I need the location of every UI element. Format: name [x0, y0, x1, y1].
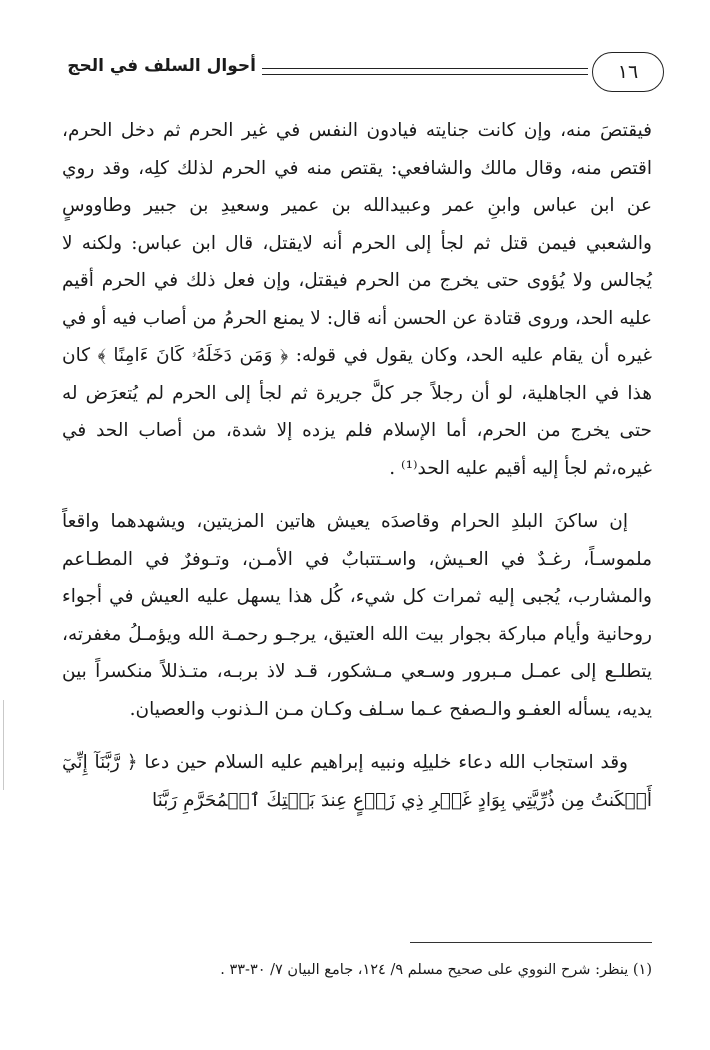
- paragraph-2: إن ساكنَ البلدِ الحرام وقاصدَه يعيش هاتين المزيتين، ويشهدهما واقعاً ملموسـاً، رغـدٌ في العـيش، واسـتتبابٌ في الأمـن، وتـوفرٌ في المطـاعم والمشارب، يُجبى إليه ثمرات كل شيء، كُل هذا يسهل عليه العيش في أجواء روحانية وأيام مباركة بجوار بيت الله العتيق، يرجـو رحمـة الله ويؤمـلُ مغفرته، يتطلـع إلى عمـل مـبرور وسـعي مـشكور، قـد لاذ بربـه، متـذللاً منكسراً بين يديه، يسأله العفـو والـصفح عـما سـلف وكـان مـن الـذنوب والعصيان.: [62, 511, 652, 720]
- footnote: (١) ينظر: شرح النووي على صحيح مسلم ٩/ ١٢٤، جامع البيان ٧/ ٣٠-٣٣ .: [220, 962, 652, 978]
- quran-verse: رَّبَّنَآ إِنِّيٓ أَسۡكَنتُ مِن ذُرِّيَّتِي بِوَادٍ غَيۡرِ ذِي زَرۡعٍ عِندَ بَيۡتِكَ ٱلۡمُحَرَّمِ رَبَّنَا: [62, 752, 652, 811]
- header-rule-bottom: [262, 74, 588, 75]
- footnote-divider: [410, 942, 652, 943]
- body-text: [62, 112, 652, 819]
- page-number-text: ١٦: [617, 61, 639, 83]
- running-title: أحوال السلف في الحج: [67, 56, 256, 76]
- paragraph-3: [62, 744, 652, 819]
- paragraph-1: فيقتصَ منه، وإن كانت جنايته فيادون النفس في غير الحرم ثم دخل الحرم، اقتص منه، وقال مالك والشافعي: يقتص منه في الحرم لذلك كلِه، وقد روي عن ابن عباس وابنِ عمر وعبيدالله بن عمير وسعيدِ بن جبير وطاووسٍ والشعبي فيمن قتل ثم لجأ إلى الحرم أنه لايقتل، قال ابن عباس: ولكنه لا يُجالس ولا يُؤوى حتى يخرج من الحرم فيقتل، وإن فعل ذلك في الحرم أقيم عليه الحد، وروى قتادة عن الحسن أنه قال: لا يمنع الحرمُ من أصاب فيه أو في غيره أن يقام عليه الحد، وكان يقول في قوله: ﴿ وَمَن دَخَلَهُۥ كَانَ ءَامِنًا ﴾ كان هذا في الجاهلية، لو أن رجلاً جر كلَّ جريرة ثم لجأ إلى الحرم لم يُتعرَض له حتى يخرج من الحرم، أما الإسلام فلم يزده إلا شدة، من أصاب الحد في غيره،ثم لجأ إليه أقيم عليه الحد⁽¹⁾ .: [62, 120, 652, 479]
- margin-line: [3, 700, 4, 790]
- paragraph-3-intro: وقد استجاب الله دعاء خليلِه ونبيه إبراهيم عليه السلام حين دعا ﴿: [126, 752, 628, 773]
- page-number: [592, 52, 664, 92]
- header-rule-top: [262, 68, 588, 69]
